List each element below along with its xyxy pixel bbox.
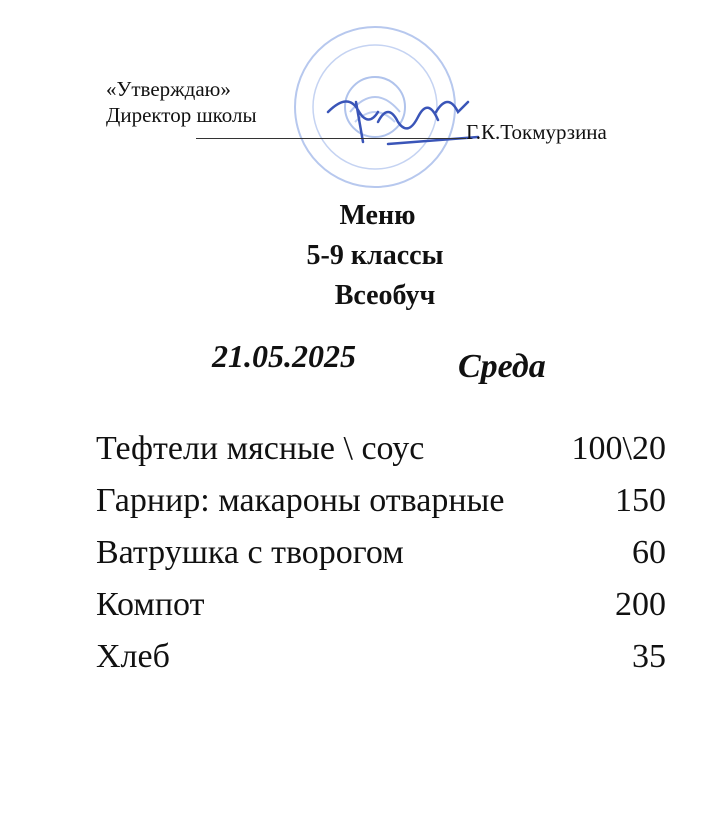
dish-portion: 200 [615,586,666,623]
menu-date: 21.05.2025 [212,338,356,374]
director-signature [318,82,488,152]
menu-title-block [0,196,715,316]
dish-name: Хлеб [96,638,170,675]
grade-range: 5-9 классы [306,240,444,271]
dish-portion: 35 [632,638,666,675]
dish-portion: 60 [632,534,666,571]
signature-line [196,138,466,139]
dish-name: Компот [96,586,205,623]
director-position: Директор школы [106,103,257,127]
dish-name: Ватрушка с творогом [96,534,404,571]
dish-name: Тефтели мясные \ соус [96,430,425,467]
approval-block [106,76,257,128]
menu-item [96,534,666,586]
menu-day: Среда [458,348,546,385]
menu-item [96,586,666,638]
director-name: Г.К.Токмурзина [466,120,607,144]
approve-label: «Утверждаю» [106,77,231,101]
menu-list [96,430,666,690]
dish-name: Гарнир: макароны отварные [96,482,505,519]
menu-item [96,638,666,690]
dish-portion: 100\20 [571,430,666,467]
menu-item [96,430,666,482]
menu-title: Меню [339,200,416,231]
program-name: Всеобуч [334,280,436,311]
dish-portion: 150 [615,482,666,519]
menu-item [96,482,666,534]
